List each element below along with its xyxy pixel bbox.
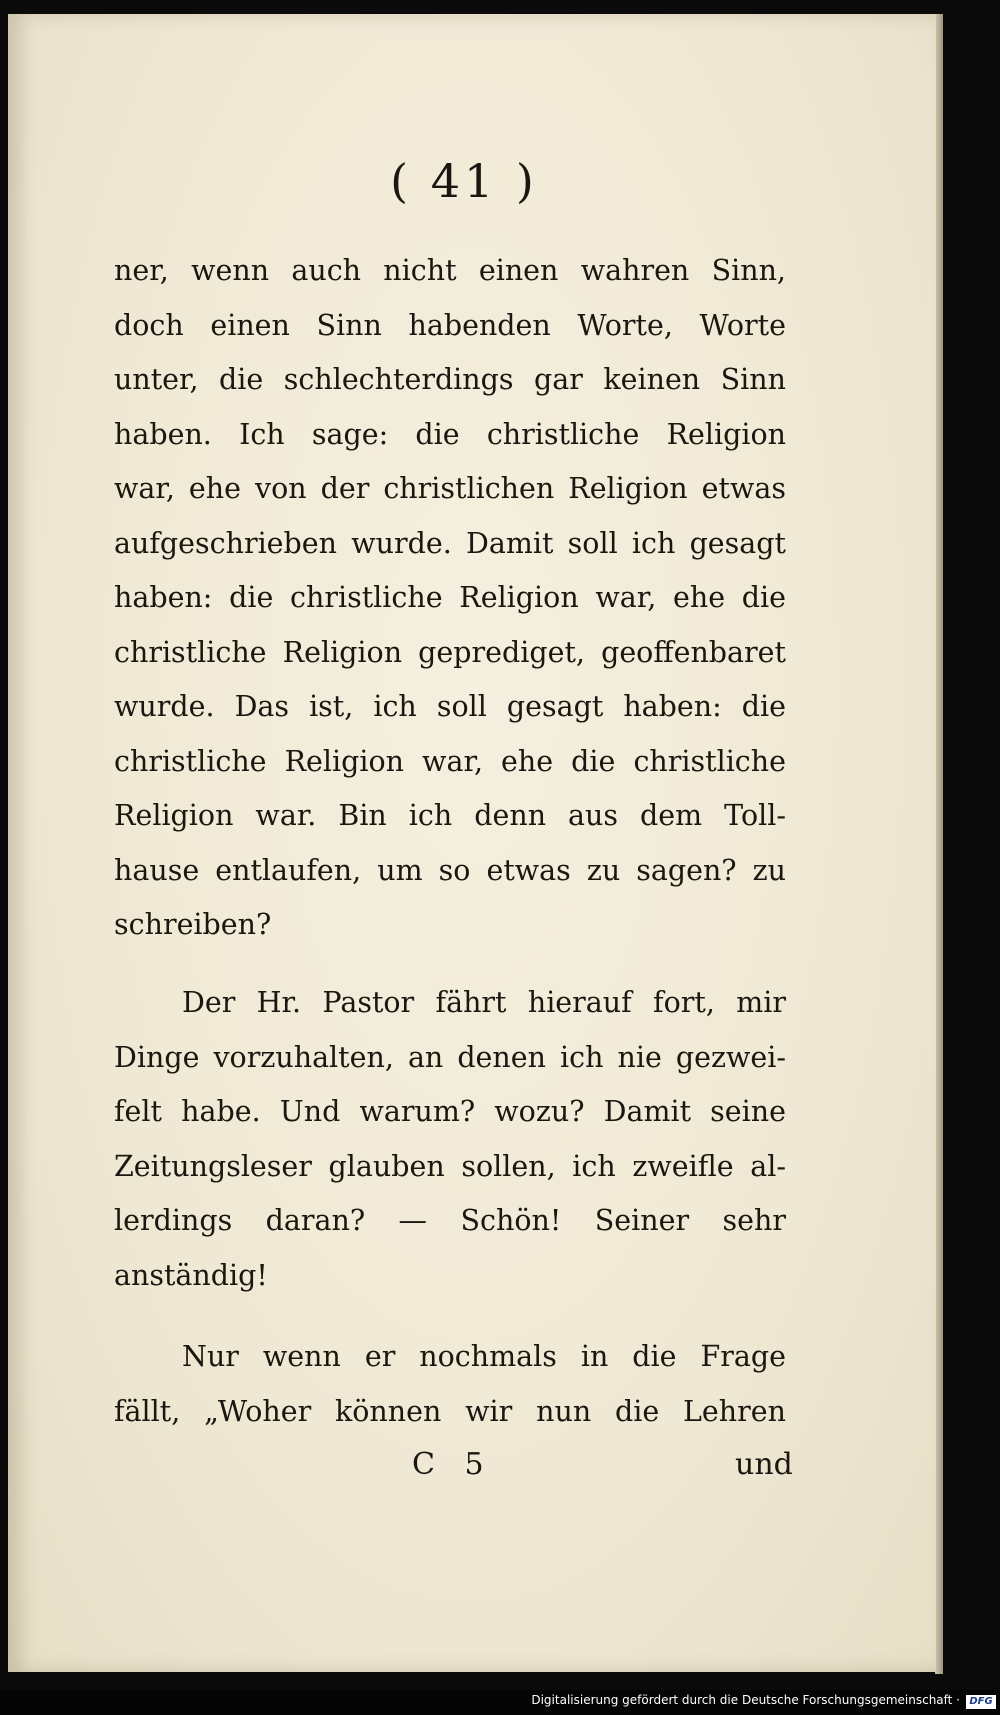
page-edge [935,14,943,1674]
text-line: haben. Ich sage: die christliche Religion [114,417,786,451]
paragraph-3 [114,1330,786,1439]
text-line: haben: die christliche Religion war, ehe die [114,581,786,614]
text-line: Religion war. Bin ich denn aus dem Toll- [114,799,786,832]
signature-mark: C 5 [412,1447,494,1482]
text-line: Nur wenn er nochmals in die Frage [182,1340,786,1373]
text-line: fällt, „Woher können wir nun die Lehren [114,1394,786,1428]
text-line: unter, die schlechterdings gar keinen Sinn [114,363,786,396]
page-footer [8,1447,920,1507]
catchword: und [735,1447,793,1482]
text-line: felt habe. Und warum? wozu? Damit seine [114,1095,786,1128]
text-line: doch einen Sinn habenden Worte, Worte [114,308,786,342]
text-line: christliche Religion war, ehe die christliche [114,744,786,778]
text-line: wurde. Das ist, ich soll gesagt haben: die [114,690,786,723]
page-number: ( 41 ) [390,154,538,208]
paragraph-1 [114,244,786,953]
text-line: Der Hr. Pastor fährt hierauf fort, mir [182,986,786,1019]
text-line: lerdings daran? — Schön! Seiner sehr [114,1204,786,1237]
book-page [8,14,936,1672]
text-line: Zeitungsleser glauben sollen, ich zweifle al- [114,1149,786,1183]
dfg-logo-icon: DFG [966,1695,996,1709]
text-line: anständig! [114,1258,268,1292]
text-line: christliche Religion geprediget, geoffenbaret [114,635,786,669]
digitization-credit: Digitalisierung gefördert durch die Deutsche Forschungsgemeinschaft · [531,1693,960,1707]
text-line: aufgeschrieben wurde. Damit soll ich gesagt [114,526,786,560]
text-line: ner, wenn auch nicht einen wahren Sinn, [114,254,786,287]
text-line: Dinge vorzuhalten, an denen ich nie gezwei- [114,1040,786,1074]
text-line: schreiben? [114,908,272,941]
paragraph-2 [114,976,786,1303]
text-line: war, ehe von der christlichen Religion etwas [114,472,786,505]
text-line: hause entlaufen, um so etwas zu sagen? zu [114,853,786,887]
